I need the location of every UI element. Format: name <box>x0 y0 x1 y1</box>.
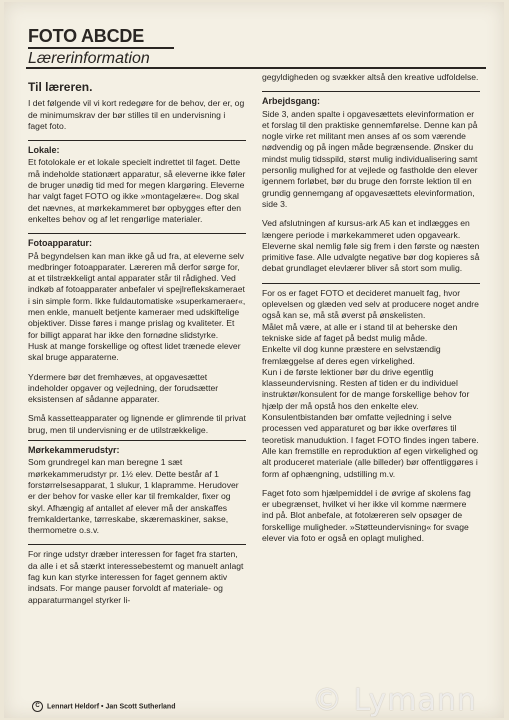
paragraph-enkelte: Enkelte vil dog kunne præstere en selvstændig fremlæggelse af deres egen virkelighed. <box>262 344 441 366</box>
page-title: FOTO ABCDE <box>28 26 174 49</box>
section-udstyr <box>28 544 246 605</box>
page-subtitle: Lærerinformation <box>28 50 150 67</box>
paragraph-fotoapparatur-4: Små kassetteapparater og lignende er glimrende til privat brug, men til undervisning er de utilstrækkelige. <box>28 413 246 435</box>
right-column <box>262 72 480 552</box>
paragraph-arbejdsgang: Side 3, anden spalte i opgavesættets elevinformation er et forslag til den praktiske gennemførelse. Denne kan på nogle virke ret militant men anses af os som værende nødvendig og på ingen måde begrænsende. Ønsker du mindst mulig tidsspild, størst mulig individualisering samt personlig mulighed for at vejlede og fastholde den elever igennem forløbet, bør du bruge den forrste lektion til en grundig gennemgang af opgavesættets elevinformation, side 3. <box>262 108 478 209</box>
section-maal <box>262 283 480 545</box>
paragraph-fotoapparatur-1: På begyndelsen kan man ikke gå ud fra, at eleverne selv medbringer fotoapparater. Læreren må derfor sørge for, at et tilstrækkeligt antal apparater står til rådighed. Ved indkøb af fotoapparater anbefaler vi spejlreflekskameraet i sin simple form. Ikke fuldautomatiske »superkameraer«, men enkle, manuelt betjente kameraer med udskiftelige objektiver. Disse føres i mange prislag og kvaliteter. Et for billigt apparat har ikke den fornødne slidstyrke. <box>28 250 246 340</box>
section-heading-fotoapparatur: Fotoapparatur: <box>28 238 92 249</box>
paragraph-maal: Målet må være, at alle er i stand til at beherske den tekniske side af faget på bedst mulig måde. <box>262 321 458 343</box>
paragraph-fotoapparatur-3: Ydermere bør det fremhæves, at opgavesættet indeholder opgaver og vejledning, der forudsætter eksistensen af sådanne apparater. <box>28 371 219 405</box>
section-lokale <box>28 140 246 225</box>
section-fotoapparatur <box>28 233 246 436</box>
paragraph-lokale: Et fotolokale er et lokale specielt indrettet til faget. Dette må indeholde stationært apparatur, så eleverne ikke føler de bruger unødig tid med for megen klargøring. Eleverne har valgt faget FOTO og ikke »montagelære«. Dog skal det nævnes, at mørkekammeret bør opbygges efter den enkeltes behov og af let rengørlige materialer. <box>28 157 246 224</box>
section-moerkekammer <box>28 440 246 536</box>
copyright-icon: C <box>32 701 43 712</box>
paragraph-udstyr: For ringe udstyr dræber interessen for faget fra starten, da alle i et så stærkt interessebestemt og manuelt anlagt fag kun kan styrke interessen for faget gennem aktiv indsats. For mange pauser forvoldt af materiale- og apparaturmangel styrker li- <box>28 549 244 605</box>
paragraph-hjaelpemiddel: Faget foto som hjælpemiddel i de øvrige af skolens fag er ubegrænset, hvilket vi her ikke vil komme nærmere ind på. Blot anbefale, at fotolæreren selv opsøger de forskellige muligheder. »Støtteundervisning« for svage elever via foto er også en oplagt mulighed. <box>262 487 471 543</box>
section-heading-moerkekammer: Mørkekammerudstyr: <box>28 445 120 456</box>
header-divider <box>26 67 486 69</box>
paragraph-moerkekammer: Som grundregel kan man beregne 1 sæt mørkekammerudstyr pr. 1½ elev. Dette består af 1 forstørrelsesapparat, 1 slukur, 1 klapramme. Herudover er der behov for vaske eller kar til fremkalder, fixer og skyl. Afhængig af antallet af elever må der anskaffes fremkaldertanke, tørreskabe, skæremaskiner, sakse, thermometre o.s.v. <box>28 457 239 536</box>
paragraph-afslutning: Ved afslutningen af kursus-ark A5 kan et indlægges en længere periode i mørkekammeret uden opgaveark. Eleverne skal nemlig føle sig frem i den første og næsten primitive fase. Alle udvalgte negative bør dog kopieres så debat grundlaget elevlærer bliver så stort som mulig. <box>262 218 480 274</box>
paragraph-klasseundervisning: Kun i de første lektioner bør du drive egentlig klasseundervisning. Resten af tiden er du individuel instruktør/konsulent for de mange forskellige behov for hjælp der må opstå hos den enkelte elev. Konsulentbistanden bør omfatte vejledning i selve processen ved apparaturet og bør ikke overføres til teoretisk manuduktion. I faget FOTO findes ingen tabere. Alle kan fremstille en reproduktion af egen virkelighed og alt produceret materiale (alle billeder) bør offentliggøres i form af ophængning, udstilling m.v. <box>262 366 479 479</box>
paragraph-foto-fag: For os er faget FOTO et decideret manuelt fag, hvor oplevelsen og glæden ved selv at producere noget andre også kan se, må stå øverst på ønskelisten. <box>262 287 479 321</box>
section-heading-arbejdsgang: Arbejdsgang: <box>262 96 321 107</box>
page-header <box>28 26 174 68</box>
left-column <box>28 72 246 614</box>
page-footer <box>32 701 175 712</box>
section-heading-lokale: Lokale: <box>28 145 60 156</box>
watermark: © Lymann <box>312 683 477 718</box>
paragraph-fotoapparatur-2: Husk at mange forskellige og oftest lidet trænede elever skal bruge apparaterne. <box>28 340 241 363</box>
paragraph-continued: gegyldigheden og svækker altså den kreative udfoldelse. <box>262 72 479 82</box>
footer-authors: Lennart Heldorf • Jan Scott Sutherland <box>47 703 176 711</box>
intro-heading: Til læreren. <box>28 80 93 94</box>
document-page <box>4 2 504 718</box>
section-arbejdsgang <box>262 91 480 274</box>
intro-paragraph: I det følgende vil vi kort redegøre for de behov, der er, og de minimumskrav der bør stilles til en undervisning i faget foto. <box>28 98 245 131</box>
